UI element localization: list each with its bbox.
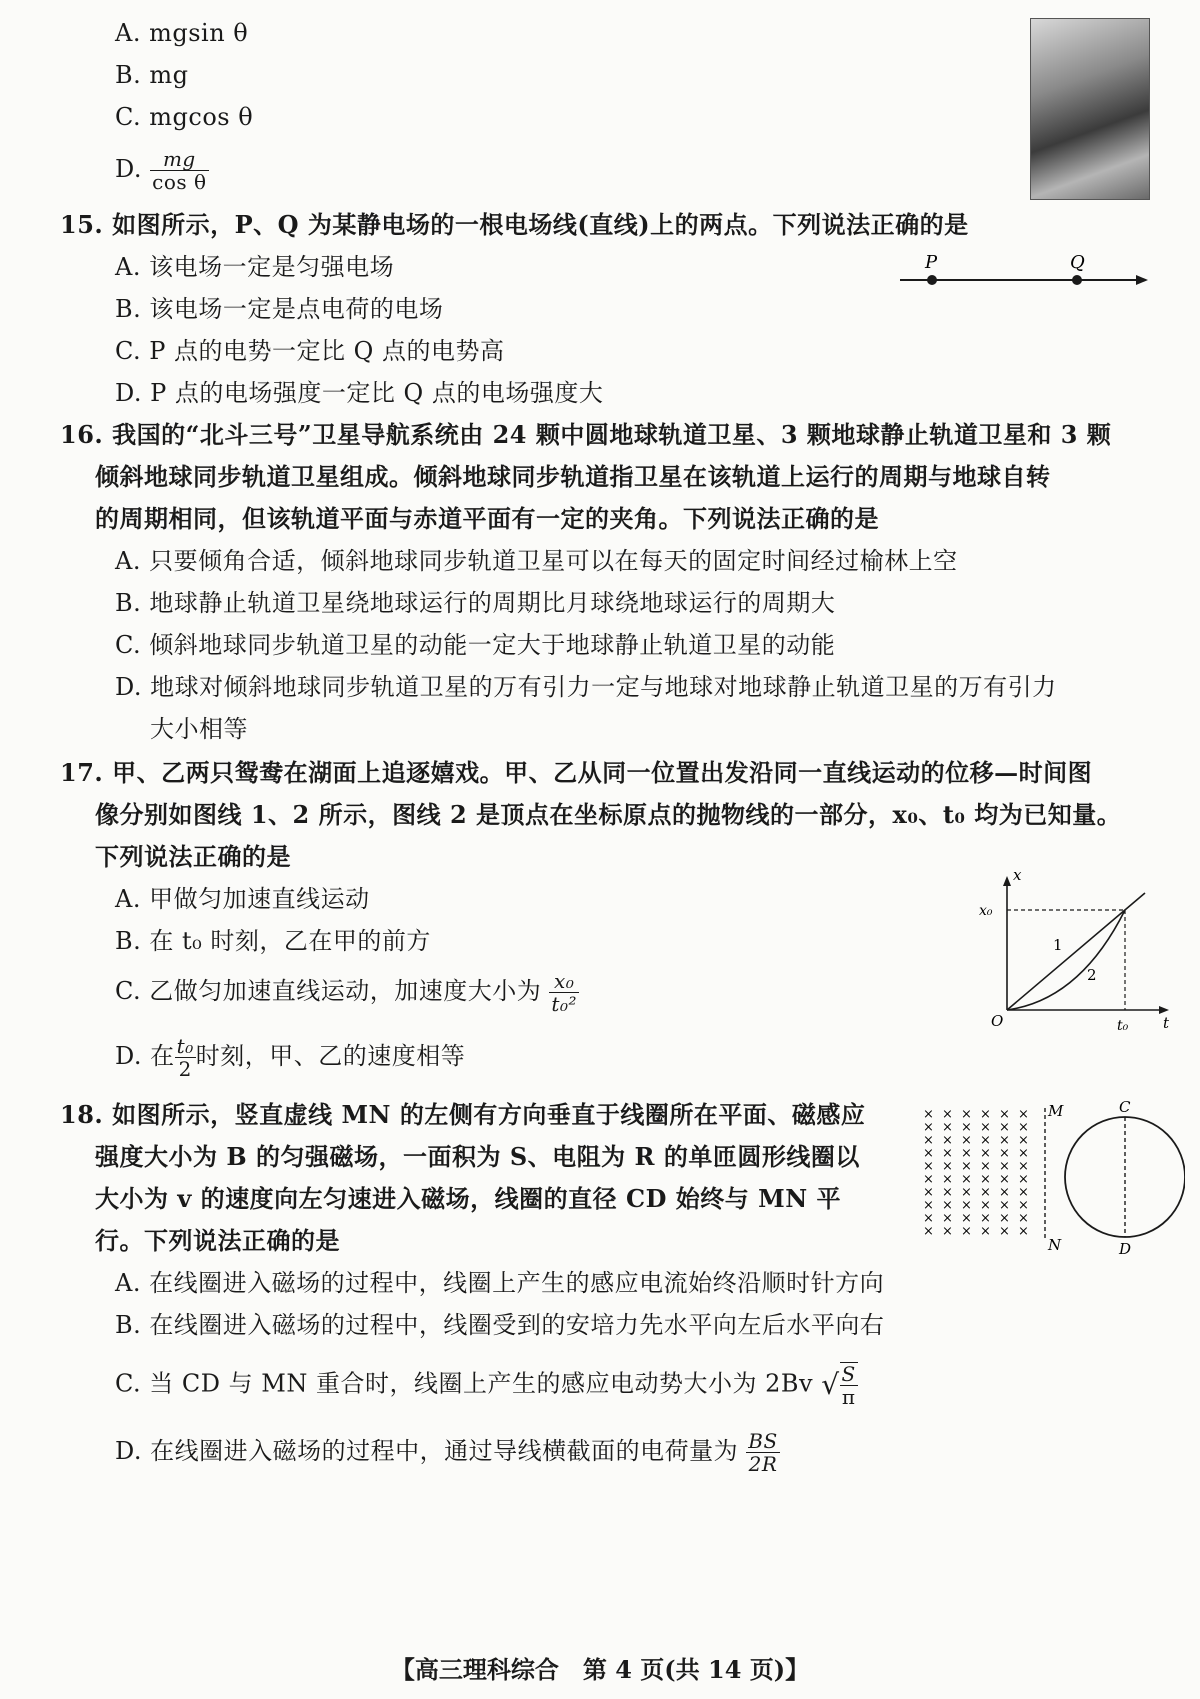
q15-field-line-figure [890, 248, 1160, 298]
field-x-mark: × [961, 1224, 972, 1239]
line-1-label: 1 [1053, 936, 1063, 954]
field-x-mark: × [942, 1120, 953, 1135]
q18-option-b: B. 在线圈进入磁场的过程中，线圈受到的安培力先水平向左后水平向右 [115, 1311, 885, 1339]
q18-option-c-text: C. 当 CD 与 MN 重合时，线圈上产生的感应电动势大小为 2Bv [115, 1369, 814, 1398]
q17-option-c [115, 970, 579, 1015]
field-x-mark: × [980, 1211, 991, 1226]
field-x-mark: × [980, 1224, 991, 1239]
field-x-mark: × [980, 1133, 991, 1148]
q17-stem-line-3: 下列说法正确的是 [95, 842, 291, 871]
q15-stem: 15. 如图所示，P、Q 为某静电场的一根电场线(直线)上的两点。下列说法正确的是 [60, 210, 969, 239]
field-x-mark: × [923, 1146, 934, 1161]
field-x-mark: × [980, 1185, 991, 1200]
q16-option-c: C. 倾斜地球同步轨道卫星的动能一定大于地球静止轨道卫星的动能 [115, 631, 836, 659]
q15-option-d: D. P 点的电场强度一定比 Q 点的电场强度大 [115, 379, 604, 407]
label-m: M [1048, 1102, 1064, 1120]
field-x-mark: × [942, 1172, 953, 1187]
field-x-mark: × [961, 1198, 972, 1213]
field-x-mark: × [1018, 1185, 1029, 1200]
frac-denominator: 2R [748, 1452, 778, 1476]
label-d: D [1119, 1240, 1132, 1258]
label-q: Q [1070, 252, 1085, 273]
field-x-mark: × [999, 1185, 1010, 1200]
q14-option-d-label: D. [115, 155, 143, 183]
field-x-mark: × [1018, 1198, 1029, 1213]
field-x-mark: × [942, 1224, 953, 1239]
q14-option-d [115, 148, 209, 193]
frac-numerator: BS [748, 1429, 778, 1453]
q17-option-c-text: C. 乙做匀加速直线运动，加速度大小为 [115, 977, 542, 1005]
point-q [1072, 275, 1082, 285]
q17-option-a: A. 甲做匀加速直线运动 [115, 885, 370, 913]
q17-stem-line-1: 17. 甲、乙两只鸳鸯在湖面上追逐嬉戏。甲、乙从同一位置出发沿同一直线运动的位移—时间图 [60, 758, 1093, 787]
field-x-mark: × [980, 1107, 991, 1122]
field-x-mark: × [961, 1159, 972, 1174]
q18-stem-line-4: 行。下列说法正确的是 [95, 1226, 340, 1255]
field-x-mark: × [961, 1120, 972, 1135]
field-x-mark: × [980, 1159, 991, 1174]
frac-numerator: S [841, 1362, 856, 1386]
field-x-mark: × [942, 1159, 953, 1174]
q18-option-d [115, 1430, 780, 1475]
field-x-mark: × [923, 1159, 934, 1174]
field-x-mark: × [923, 1133, 934, 1148]
t0-label: t₀ [1117, 1018, 1129, 1034]
field-x-mark: × [942, 1133, 953, 1148]
q16-stem-line-3: 的周期相同，但该轨道平面与赤道平面有一定的夹角。下列说法正确的是 [95, 504, 879, 533]
field-x-mark: × [980, 1146, 991, 1161]
x-axis-label: x [1013, 870, 1022, 884]
q18-stem-line-2: 强度大小为 B 的匀强磁场，一面积为 S、电阻为 R 的单匝圆形线圈以 [95, 1142, 860, 1171]
field-x-mark: × [1018, 1107, 1029, 1122]
q17-stem-line-2: 像分别如图线 1、2 所示，图线 2 是顶点在坐标原点的抛物线的一部分，x₀、t₀ 均为已知量。 [95, 800, 1122, 829]
field-x-mark: × [961, 1185, 972, 1200]
field-x-mark: × [1018, 1146, 1029, 1161]
q14-option-a: A. mgsin θ [115, 19, 249, 47]
field-x-mark: × [942, 1211, 953, 1226]
x-axis-arrow-icon [1003, 876, 1011, 886]
q15-option-c: C. P 点的电势一定比 Q 点的电势高 [115, 337, 505, 365]
field-x-mark: × [999, 1120, 1010, 1135]
label-p: P [925, 252, 938, 273]
frac-numerator: t₀ [176, 1034, 194, 1058]
frac-denominator: 2 [178, 1057, 192, 1081]
q17-xt-graph [975, 870, 1175, 1035]
q17-option-d [115, 1035, 465, 1080]
q17-option-b: B. 在 t₀ 时刻，乙在甲的前方 [115, 927, 431, 955]
field-x-mark: × [999, 1146, 1010, 1161]
arrow-head-icon [1136, 275, 1148, 285]
page-footer: 【高三理科综合 第 4 页(共 14 页)】 [390, 1655, 810, 1684]
q18-option-c [115, 1362, 858, 1408]
field-x-mark: × [980, 1198, 991, 1213]
curve-2-label: 2 [1087, 966, 1097, 984]
frac-denominator: π [841, 1385, 856, 1409]
field-x-mark: × [999, 1224, 1010, 1239]
field-x-mark: × [923, 1107, 934, 1122]
q14-option-c: C. mgcos θ [115, 103, 254, 131]
field-x-mark: × [999, 1159, 1010, 1174]
field-x-mark: × [942, 1107, 953, 1122]
q16-option-a: A. 只要倾角合适，倾斜地球同步轨道卫星可以在每天的固定时间经过榆林上空 [115, 547, 958, 575]
frac-denominator: cos θ [152, 170, 207, 194]
label-n: N [1048, 1236, 1062, 1254]
t-axis-label: t [1163, 1014, 1170, 1032]
q14-option-b: B. mg [115, 61, 189, 89]
q16-option-d-cont: 大小相等 [150, 715, 248, 743]
field-x-mark: × [999, 1172, 1010, 1187]
q17-option-d-fraction [175, 1035, 196, 1080]
frac-denominator: t₀² [551, 992, 577, 1016]
q16-option-d: D. 地球对倾斜地球同步轨道卫星的万有引力一定与地球对地球静止轨道卫星的万有引力 [115, 673, 1057, 701]
q18-option-c-fraction [840, 1362, 858, 1408]
field-x-mark: × [923, 1185, 934, 1200]
field-x-mark: × [980, 1172, 991, 1187]
field-x-mark: × [961, 1211, 972, 1226]
field-x-mark: × [942, 1185, 953, 1200]
q15-option-b: B. 该电场一定是点电荷的电场 [115, 295, 444, 323]
q18-stem-line-1: 18. 如图所示，竖直虚线 MN 的左侧有方向垂直于线圈所在平面、磁感应 [60, 1100, 866, 1129]
field-x-mark: × [999, 1133, 1010, 1148]
t-axis-arrow-icon [1159, 1006, 1169, 1014]
field-x-mark: × [942, 1198, 953, 1213]
q18-stem-line-3: 大小为 v 的速度向左匀速进入磁场，线圈的直径 CD 始终与 MN 平 [95, 1184, 841, 1213]
q18-option-d-text: D. 在线圈进入磁场的过程中，通过导线横截面的电荷量为 [115, 1437, 739, 1465]
field-x-mark: × [961, 1146, 972, 1161]
sqrt-symbol: √ [821, 1368, 840, 1401]
field-x-mark: × [999, 1211, 1010, 1226]
origin-label: O [991, 1012, 1004, 1030]
q17-option-c-fraction [549, 970, 579, 1015]
q15-option-a: A. 该电场一定是匀强电场 [115, 253, 395, 281]
field-x-mark: × [1018, 1133, 1029, 1148]
q18-option-d-fraction [746, 1430, 779, 1475]
x0-label: x₀ [979, 903, 993, 919]
field-x-mark: × [923, 1172, 934, 1187]
field-x-mark: × [923, 1211, 934, 1226]
field-x-mark: × [961, 1133, 972, 1148]
q18-option-a: A. 在线圈进入磁场的过程中，线圈上产生的感应电流始终沿顺时针方向 [115, 1269, 885, 1297]
field-x-mark: × [923, 1120, 934, 1135]
q16-option-b: B. 地球静止轨道卫星绕地球运行的周期比月球绕地球运行的周期大 [115, 589, 836, 617]
q14-photo [1030, 18, 1150, 200]
field-x-mark: × [942, 1146, 953, 1161]
q16-stem-line-2: 倾斜地球同步轨道卫星组成。倾斜地球同步轨道指卫星在该轨道上运行的周期与地球自转 [95, 462, 1051, 491]
point-p [927, 275, 937, 285]
field-x-mark: × [999, 1198, 1010, 1213]
q14-option-d-fraction [150, 148, 208, 193]
q17-option-d-text-a: D. 在 [115, 1042, 175, 1070]
field-x-mark: × [999, 1107, 1010, 1122]
field-x-marks [923, 1107, 1029, 1239]
field-x-mark: × [923, 1224, 934, 1239]
field-x-mark: × [1018, 1120, 1029, 1135]
field-x-mark: × [961, 1172, 972, 1187]
field-x-mark: × [1018, 1224, 1029, 1239]
label-c: C [1119, 1100, 1131, 1116]
field-x-mark: × [980, 1120, 991, 1135]
q16-stem-line-1: 16. 我国的“北斗三号”卫星导航系统由 24 颗中圆地球轨道卫星、3 颗地球静止轨道卫星和 3 颗 [60, 420, 1112, 449]
field-x-mark: × [961, 1107, 972, 1122]
field-x-mark: × [1018, 1159, 1029, 1174]
frac-numerator: mg [150, 148, 208, 171]
q18-magnetic-field-figure [915, 1100, 1185, 1260]
field-x-mark: × [923, 1198, 934, 1213]
q17-option-d-text-b: 时刻，甲、乙的速度相等 [195, 1042, 466, 1070]
field-x-mark: × [1018, 1172, 1029, 1187]
field-x-mark: × [1018, 1211, 1029, 1226]
frac-numerator: x₀ [549, 970, 579, 993]
